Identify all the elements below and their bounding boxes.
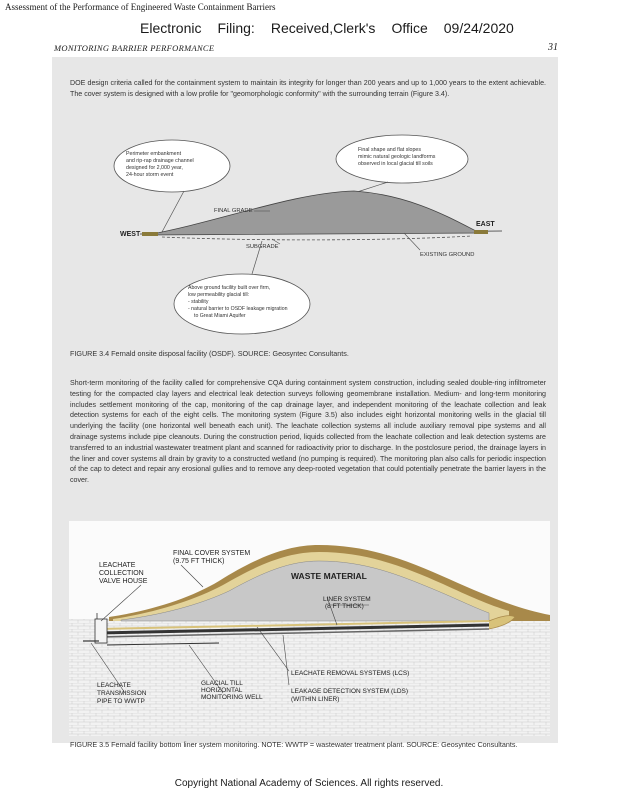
figure-3-5-caption: FIGURE 3.5 Fernald facility bottom liner system monitoring. NOTE: WWTP = wastewater treatment plant. SOURCE: Geosyntec Consultants.: [70, 740, 518, 749]
valve-house-line-2: COLLECTION: [99, 570, 144, 577]
callout-bottom-line-2: low permeability glacial till:: [188, 292, 250, 298]
callout-right-line-2: mimic natural geologic landforms: [358, 154, 436, 160]
subgrade-line: [162, 236, 472, 240]
filing-label: Filing:: [217, 20, 255, 36]
waste-material-label: WASTE MATERIAL: [291, 571, 367, 581]
callout-right-line-1: Final shape and flat slopes: [358, 147, 422, 153]
final-cover-label: [173, 550, 252, 565]
final-cover-line-1: FINAL COVER SYSTEM: [173, 550, 251, 557]
running-head: MONITORING BARRIER PERFORMANCE: [54, 43, 215, 53]
callout-left-line-4: 24-hour storm event: [126, 172, 174, 178]
transmission-line-1: LEACHATE: [97, 682, 131, 689]
book-title: Assessment of the Performance of Engineered Waste Containment Barriers: [5, 2, 276, 12]
paragraph-monitoring: Short-term monitoring of the facility called for comprehensive CQA during containment system construction, including sealed double-ring infiltrometer testing for the compacted clay layers and electrical leak detection surveys following geomembrane installation. Medium- and long-term monitoring includes settlement monitoring of the cap, monitoring of the cap drainage layer, and independent monitoring of the leachate collection and leak detection systems for each of the eight cells. The monitoring system (Figure 3.5) also includes eight horizontal monitoring wells in the glacial till underlying the facility (one horizontal well beneath each unit). The leachate collection systems all include auxiliary removal pipe systems and all drainage systems include pipe cleanouts. During the construction period, liquids collected from the leachate collection and leak detection systems are transferred to an industrial wastewater treatment plant and scanned for radioactivity prior to discharge. In the postclosure period, the drainage layers in the liner and cover systems all drain by gravity to a constructed wetland (no pumping is required). The monitoring plan also calls for periodic inspection of the cap to detect and repair any erosional gullies and to remove any deep-rooted vegetation that could potentially penetrate the barrier layers in the cover.: [70, 379, 546, 485]
existing-ground-label: EXISTING GROUND: [420, 252, 475, 258]
final-grade-mound: [147, 191, 480, 235]
filing-received: Received,Clerk's: [270, 20, 376, 36]
west-embankment: [142, 232, 158, 236]
figure-3-5-liner-diagram: [69, 521, 550, 736]
figure-3-4-caption: FIGURE 3.4 Fernald onsite disposal facility (OSDF). SOURCE: Geosyntec Consultants.: [70, 349, 349, 358]
transmission-line-2: TRANSMISSION: [97, 690, 147, 697]
lds-line-1: LEAKAGE DETECTION SYSTEM (LDS): [291, 688, 409, 695]
lrs-label: LEACHATE REMOVAL SYSTEMS (LCS): [291, 670, 410, 677]
liner-line-2: (8 FT THICK): [325, 603, 364, 610]
filing-date: 09/24/2020: [443, 20, 514, 36]
valve-house-label: [99, 562, 148, 585]
callout-right-line-3: observed in local glacial till soils: [358, 161, 433, 167]
valve-house-line-1: LEACHATE: [99, 562, 136, 569]
cover-leader: [181, 565, 203, 587]
waste-material-fill: [121, 561, 489, 621]
copyright-footer: Copyright National Academy of Sciences. All rights reserved.: [174, 778, 444, 789]
east-embankment: [474, 230, 488, 234]
glacial-line-3: MONITORING WELL: [201, 694, 263, 701]
callout-bottom-line-5: to Great Miami Aquifer: [194, 313, 246, 319]
lds-line-2: (WITHIN LINER): [291, 696, 340, 703]
west-label: WEST: [120, 231, 141, 238]
callout-left-pointer: [162, 191, 184, 232]
filing-stamp: [140, 20, 530, 36]
callout-bottom-line-4: - natural barrier to OSDF leakage migration: [188, 306, 288, 312]
callout-left-line-2: and rip-rap drainage channel: [126, 158, 194, 164]
filing-office: Office: [391, 20, 428, 36]
valve-house: [95, 619, 107, 643]
glacial-line-1: GLACIAL TILL: [201, 680, 243, 687]
filing-electronic: Electronic: [140, 20, 202, 36]
valve-house-line-3: VALVE HOUSE: [99, 578, 148, 585]
east-label: EAST: [476, 221, 495, 228]
glacial-line-2: HORIZONTAL: [201, 687, 243, 694]
subgrade-label: SUBGRADE: [246, 244, 279, 250]
transmission-line-3: PIPE TO WWTP: [97, 698, 145, 705]
callout-left-line-1: Perimeter embankment: [126, 151, 182, 157]
final-cover-line-2: (9.75 FT THICK): [173, 558, 225, 565]
paragraph-design-criteria: DOE design criteria called for the containment system to maintain its integrity for longer than 200 years and up to 1,000 years to the extent achievable. The cover system is designed with a low profile for "geomorphologic conformity" with the surrounding terrain (Figure 3.4).: [70, 79, 546, 98]
callout-bottom-line-3: - stability: [188, 299, 209, 305]
callout-left-line-3: designed for 2,000 year,: [126, 165, 183, 171]
existing-ground-leader: [404, 233, 420, 250]
final-grade-label: FINAL GRADE: [214, 208, 253, 214]
figure-3-4-cross-section: [102, 129, 514, 339]
page-number: 31: [548, 42, 558, 53]
callout-bottom-line-1: Above ground facility built over firm,: [188, 285, 271, 291]
liner-line-1: LINER SYSTEM: [323, 596, 371, 603]
